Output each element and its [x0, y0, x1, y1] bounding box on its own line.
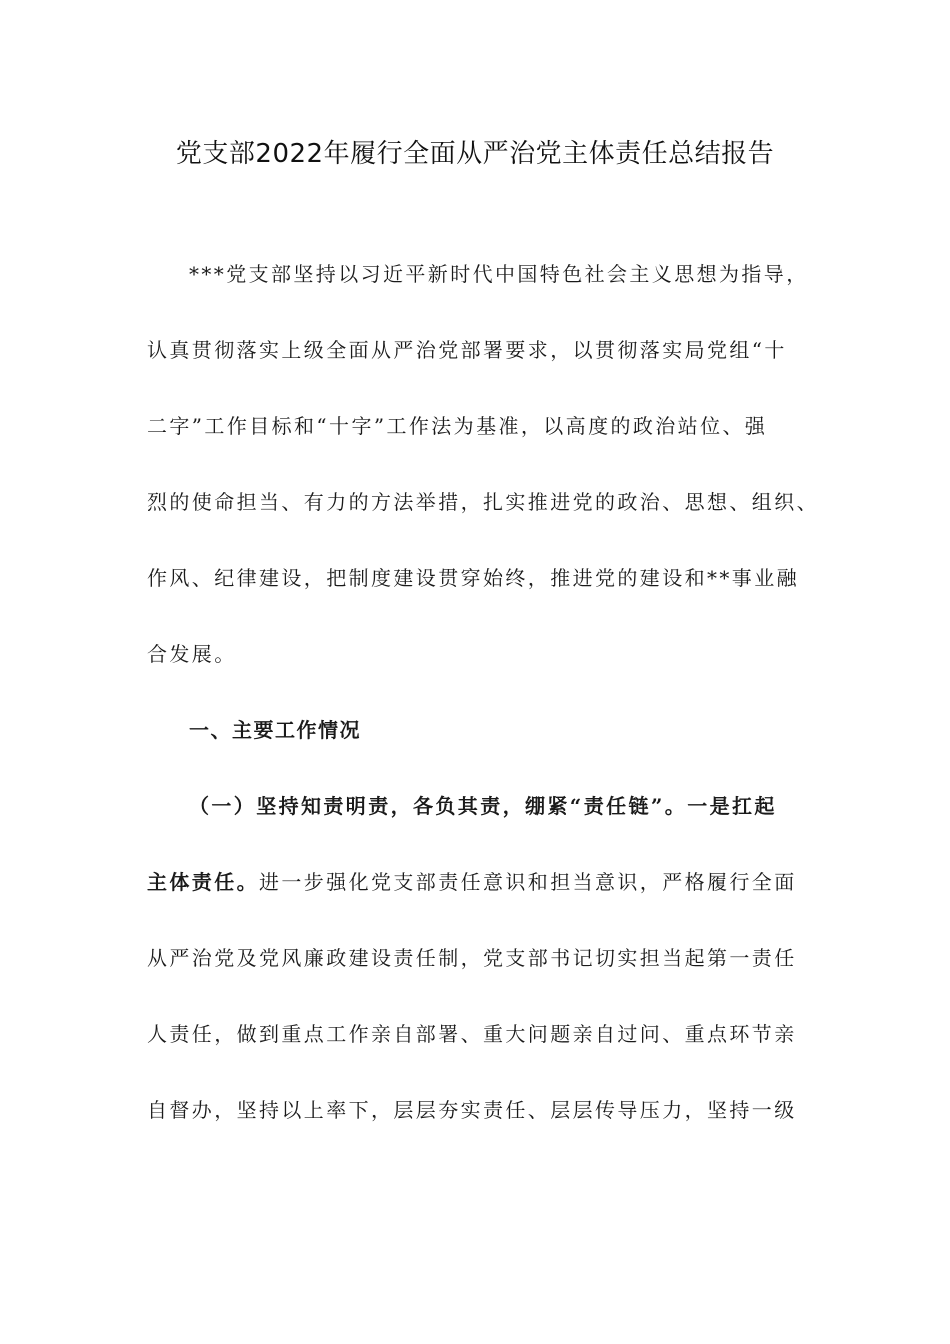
subsection-heading-line: （一）坚持知责明责，各负其责，绷紧“责任链”。一是扛起 — [189, 794, 777, 818]
intro-line: 烈的使命担当、有力的方法举措，扎实推进党的政治、思想、组织、 — [147, 490, 819, 514]
subsection-line — [147, 860, 807, 936]
intro-line: ***党支部坚持以习近平新时代中国特色社会主义思想为指导， — [189, 262, 809, 286]
section-heading: 一、主要工作情况 — [189, 718, 361, 742]
subsection-line: 人责任，做到重点工作亲自部署、重大问题亲自过问、重点环节亲 — [147, 1022, 797, 1046]
intro-line: 认真贯彻落实上级全面从严治党部署要求，以贯彻落实局党组“十 — [147, 338, 787, 362]
intro-line: 二字”工作目标和“十字”工作法为基准，以高度的政治站位、强 — [147, 414, 768, 438]
subsection-line: 自督办，坚持以上率下，层层夯实责任、层层传导压力，坚持一级 — [147, 1098, 797, 1122]
document-body — [147, 252, 819, 1164]
subsection-bold-lead: 主体责任。 — [147, 870, 259, 894]
subsection-line-text: 进一步强化党支部责任意识和担当意识，严格履行全面 — [259, 870, 797, 894]
intro-line: 合发展。 — [147, 642, 237, 666]
intro-line: 作风、纪律建设，把制度建设贯穿始终，推进党的建设和**事业融 — [147, 566, 799, 590]
document-title: 党支部2022年履行全面从严治党主体责任总结报告 — [175, 139, 775, 169]
subsection-line: 从严治党及党风廉政建设责任制，党支部书记切实担当起第一责任 — [147, 946, 797, 970]
